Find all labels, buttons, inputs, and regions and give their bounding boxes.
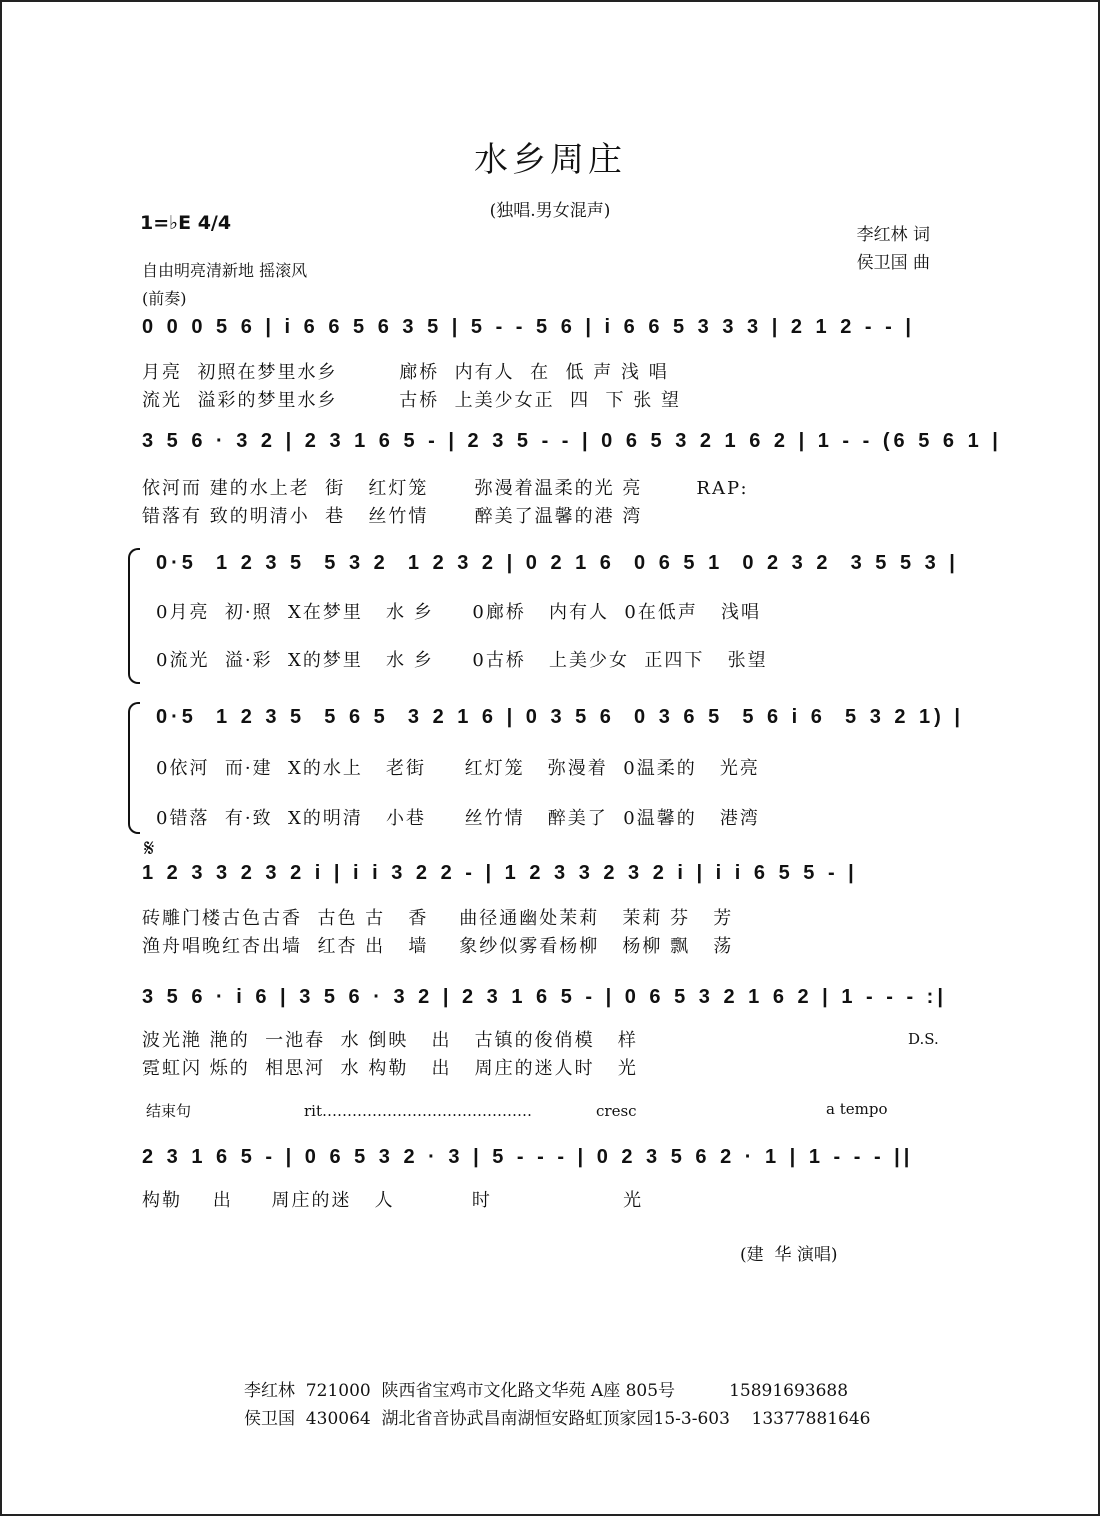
notation-line-7: 2 3 1 6 5 - | 0 6 5 3 2 · 3 | 5 - - - | 0 2 3 5 6 2 · 1 | 1 - - - || xyxy=(142,1146,914,1168)
ds-marking: D.S. xyxy=(908,1030,939,1048)
lyric-line-2b: 错落有 致的明清小 巷 丝竹情 醉美了温馨的港 湾 xyxy=(142,506,643,527)
lyric-line-3a: 0月亮 初·照 X在梦里 水 乡 0廊桥 内有人 0在低声 浅唱 xyxy=(156,602,762,623)
lyric-line-1a: 月亮 初照在梦里水乡 廊桥 内有人 在 低 声 浅 唱 xyxy=(142,362,669,383)
lyric-line-5a: 砖雕门楼古色古香 古色 古 香 曲径通幽处茉莉 茉莉 芬 芳 xyxy=(142,908,734,929)
song-subtitle: (独唱.男女混声) xyxy=(489,201,611,221)
cresc-marking: cresc xyxy=(596,1102,637,1120)
lyric-line-4a: 0依河 而·建 X的水上 老街 红灯笼 弥漫着 0温柔的 光亮 xyxy=(156,758,760,779)
prelude-label: (前奏) xyxy=(142,289,187,308)
performer-credit: (建 华 演唱) xyxy=(740,1245,838,1265)
segno-sign: 𝄋 xyxy=(144,834,155,862)
notation-line-5: 1 2 3 3 2 3 2 i | i i 3 2 2 - | 1 2 3 3 2 3 2 i | i i 6 5 5 - | xyxy=(142,862,858,884)
system-brace-4 xyxy=(128,702,140,834)
lyric-line-2a: 依河而 建的水上老 街 红灯笼 弥漫着温柔的光 亮 RAP: xyxy=(142,478,749,499)
ending-label: 结束句 xyxy=(146,1102,192,1120)
contact-line-composer: 侯卫国 430064 湖北省音协武昌南湖恒安路虹顶家园15-3-603 13377881646 xyxy=(244,1409,871,1429)
rit-marking: rit…………………………………… xyxy=(304,1102,532,1120)
lyricist-credit: 李红林 词 xyxy=(856,225,930,245)
a-tempo-marking: a tempo xyxy=(826,1100,888,1118)
notation-line-2: 3 5 6 · 3 2 | 2 3 1 6 5 - | 2 3 5 - - | 0 6 5 3 2 1 6 2 | 1 - - (6 5 6 1 | xyxy=(142,430,1002,452)
notation-line-4: 0·5 1 2 3 5 5 6 5 3 2 1 6 | 0 3 5 6 0 3 6 5 5 6 i 6 5 3 2 1) | xyxy=(156,706,964,728)
composer-credit: 侯卫国 曲 xyxy=(856,253,930,273)
lyric-line-1b: 流光 溢彩的梦里水乡 古桥 上美少女正 四 下 张 望 xyxy=(142,390,681,411)
contact-line-lyricist: 李红林 721000 陕西省宝鸡市文化路文华苑 A座 805号 15891693688 xyxy=(244,1381,849,1401)
lyric-line-3b: 0流光 溢·彩 X的梦里 水 乡 0古桥 上美少女 正四下 张望 xyxy=(156,650,768,671)
notation-line-1: 0 0 0 5 6 | i 6 6 5 6 3 5 | 5 - - 5 6 | i 6 6 5 3 3 3 | 2 1 2 - - | xyxy=(142,316,915,338)
lyric-line-6b: 霓虹闪 烁的 相思河 水 构勒 出 周庄的迷人时 光 xyxy=(142,1058,638,1079)
lyric-line-7: 构勒 出 周庄的迷 人 时 光 xyxy=(142,1190,644,1211)
song-title: 水乡周庄 xyxy=(474,140,626,180)
lyric-line-4b: 0错落 有·致 X的明清 小巷 丝竹情 醉美了 0温馨的 港湾 xyxy=(156,808,760,829)
system-brace-3 xyxy=(128,548,140,684)
lyric-line-5b: 渔舟唱晚红杏出墙 红杏 出 墙 象纱似雾看杨柳 杨柳 飘 荡 xyxy=(142,936,734,957)
notation-line-6: 3 5 6 · i 6 | 3 5 6 · 3 2 | 2 3 1 6 5 - | 0 6 5 3 2 1 6 2 | 1 - - - :| xyxy=(142,986,947,1008)
tempo-marking: 自由明亮清新地 摇滚风 xyxy=(142,261,308,280)
key-signature: 1=♭E 4/4 xyxy=(140,212,232,234)
notation-line-3: 0·5 1 2 3 5 5 3 2 1 2 3 2 | 0 2 1 6 0 6 5 1 0 2 3 2 3 5 5 3 | xyxy=(156,552,959,574)
lyric-line-6a: 波光滟 滟的 一池春 水 倒映 出 古镇的俊俏模 样 xyxy=(142,1030,638,1051)
